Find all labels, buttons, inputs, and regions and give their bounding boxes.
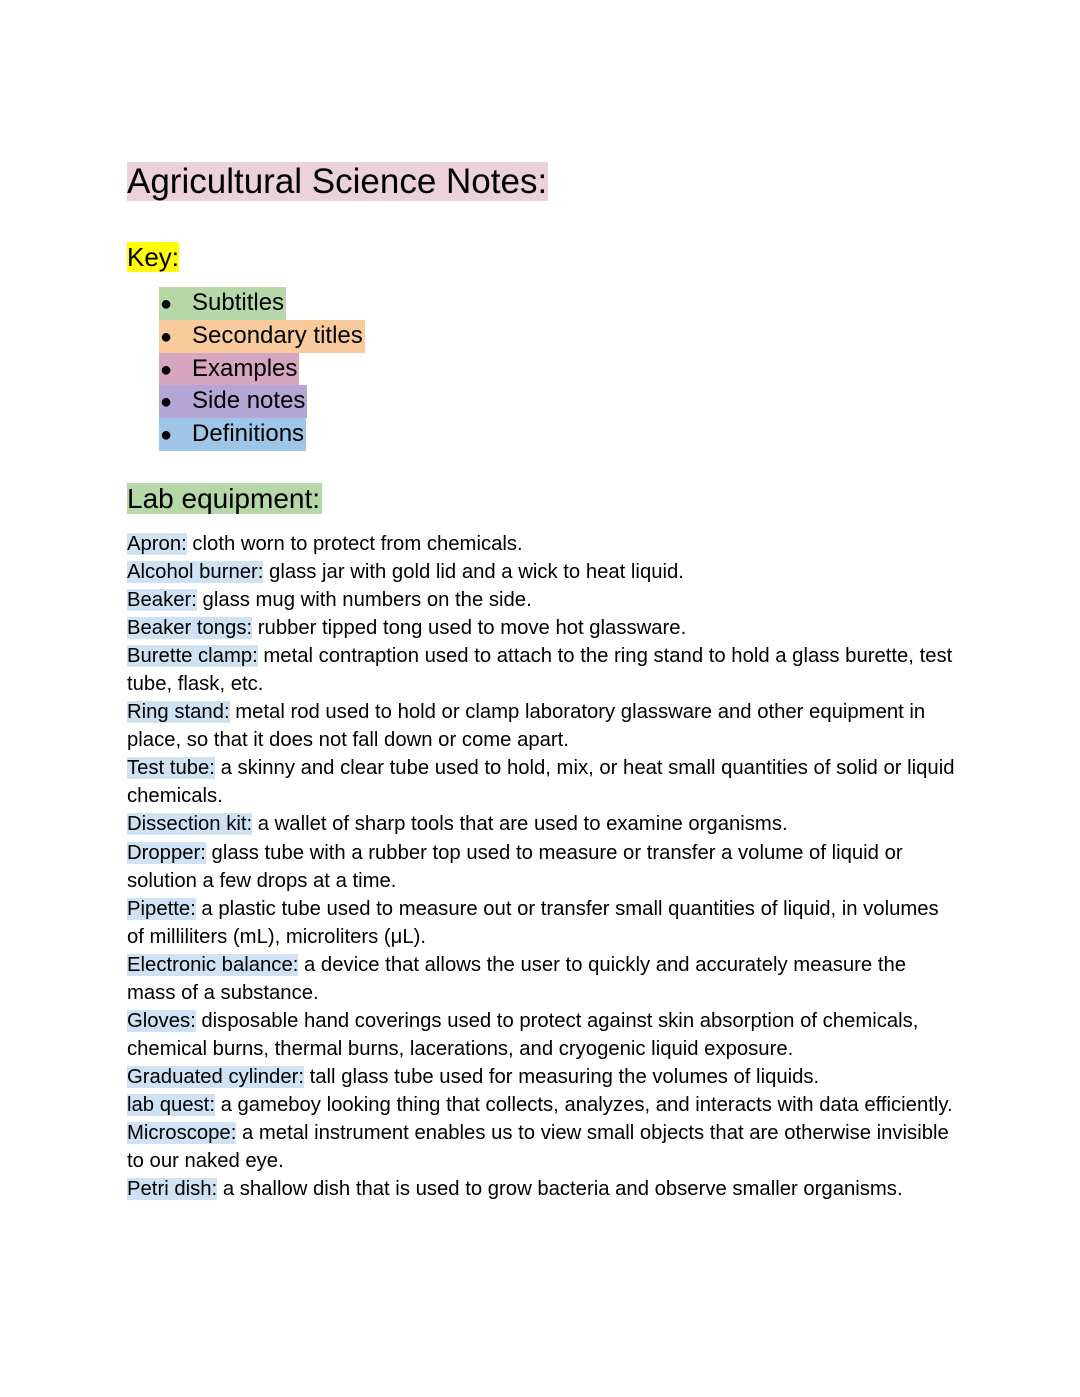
key-item-subtitles [159, 287, 365, 320]
definition-beaker [127, 586, 957, 614]
definition-text: a gameboy looking thing that collects, analyzes, and interacts with data efficiently. [214, 1093, 953, 1116]
bullet-icon: ● [160, 325, 173, 348]
key-list [159, 287, 365, 451]
key-swatch [159, 418, 306, 451]
bullet-icon: ● [160, 391, 173, 414]
definition-dropper [127, 839, 957, 895]
definition-lab-quest [127, 1091, 957, 1119]
definition-text: a device that allows the user to quickly and accurately measure the mass of a substance. [127, 953, 907, 1004]
definition-term: Microscope: [127, 1121, 237, 1144]
definition-term: Graduated cylinder: [127, 1065, 304, 1088]
bullet-icon: ● [160, 424, 173, 447]
key-item-secondary-titles [159, 320, 365, 353]
section-heading-lab-equipment [127, 481, 322, 517]
definition-term: Burette clamp: [127, 645, 258, 668]
key-item-label: Subtitles [192, 289, 285, 316]
key-swatch [159, 320, 365, 353]
definition-text: a metal instrument enables us to view small objects that are otherwise invisible to our naked eye. [127, 1121, 949, 1173]
definition-text: glass tube with a rubber top used to measure or transfer a volume of liquid or solution a few drops at a time. [127, 841, 903, 892]
definition-term: Electronic balance: [127, 953, 299, 976]
key-item-label: Definitions [192, 420, 305, 448]
key-item-label: Secondary titles [192, 321, 363, 349]
definition-text: a wallet of sharp tools that are used to examine organisms. [252, 813, 788, 836]
key-swatch [159, 353, 299, 386]
definition-text: cloth worn to protect from chemicals. [186, 533, 523, 555]
definition-term: Pipette: [127, 897, 196, 920]
definition-gloves [127, 1007, 957, 1063]
section-heading-text: Lab equipment: [127, 483, 321, 514]
definition-text: glass jar with gold lid and a wick to heat liquid. [263, 561, 684, 584]
page-title [127, 162, 548, 202]
page-title-text: Agricultural Science Notes: [127, 162, 548, 201]
definition-burette-clamp [127, 642, 957, 698]
definition-electronic-balance [127, 951, 957, 1007]
definition-term: Beaker tongs: [127, 617, 253, 640]
definition-pipette [127, 895, 957, 951]
definition-term: Dissection kit: [127, 813, 253, 836]
definition-text: a plastic tube used to measure out or transfer small quantities of liquid, in volumes of milliliters (mL), microliters (μL). [127, 897, 939, 948]
key-item-label: Side notes [192, 387, 306, 415]
definition-term: Dropper: [127, 841, 206, 864]
bullet-icon: ● [160, 358, 173, 381]
key-heading [127, 240, 179, 274]
definition-text: a skinny and clear tube used to hold, mix, or heat small quantities of solid or liquid chemicals. [127, 757, 955, 808]
definition-term: Ring stand: [127, 701, 230, 724]
definition-dissection-kit [127, 810, 957, 838]
definition-beaker-tongs [127, 614, 957, 642]
key-heading-text: Key: [127, 242, 180, 272]
definition-term: Alcohol burner: [127, 561, 264, 584]
key-swatch [159, 385, 307, 418]
definition-term: Beaker: [127, 589, 197, 612]
key-item-label: Examples [192, 354, 298, 382]
definition-test-tube [127, 754, 957, 810]
definition-text: rubber tipped tong used to move hot glassware. [252, 617, 687, 640]
key-item-side-notes [159, 385, 365, 418]
definitions-list [127, 530, 957, 1203]
key-swatch [159, 287, 286, 320]
definition-term: lab quest: [127, 1093, 215, 1116]
definition-term: Apron: [127, 533, 187, 555]
definition-text: disposable hand coverings used to protect against skin absorption of chemicals, chemical burns, thermal burns, lacerations, and cryogenic liquid exposure. [127, 1009, 919, 1060]
definition-term: Gloves: [127, 1009, 196, 1032]
definition-graduated-cylinder [127, 1063, 957, 1091]
definition-apron [127, 530, 957, 558]
definition-text: metal contraption used to attach to the ring stand to hold a glass burette, test tube, flask, etc. [127, 645, 953, 696]
definition-microscope [127, 1119, 957, 1175]
definition-term: Petri dish: [127, 1178, 218, 1201]
definition-text: a shallow dish that is used to grow bacteria and observe smaller organisms. [217, 1178, 903, 1201]
definition-text: tall glass tube used for measuring the volumes of liquids. [304, 1065, 820, 1088]
definition-alcohol-burner [127, 558, 957, 586]
definition-petri-dish [127, 1175, 957, 1203]
bullet-icon: ● [160, 293, 173, 315]
definition-text: glass mug with numbers on the side. [196, 589, 532, 612]
definition-text: metal rod used to hold or clamp laboratory glassware and other equipment in place, so that it does not fall down or come apart. [127, 701, 926, 752]
key-item-examples [159, 353, 365, 386]
definition-ring-stand [127, 698, 957, 754]
key-item-definitions [159, 418, 365, 451]
definition-term: Test tube: [127, 757, 215, 780]
